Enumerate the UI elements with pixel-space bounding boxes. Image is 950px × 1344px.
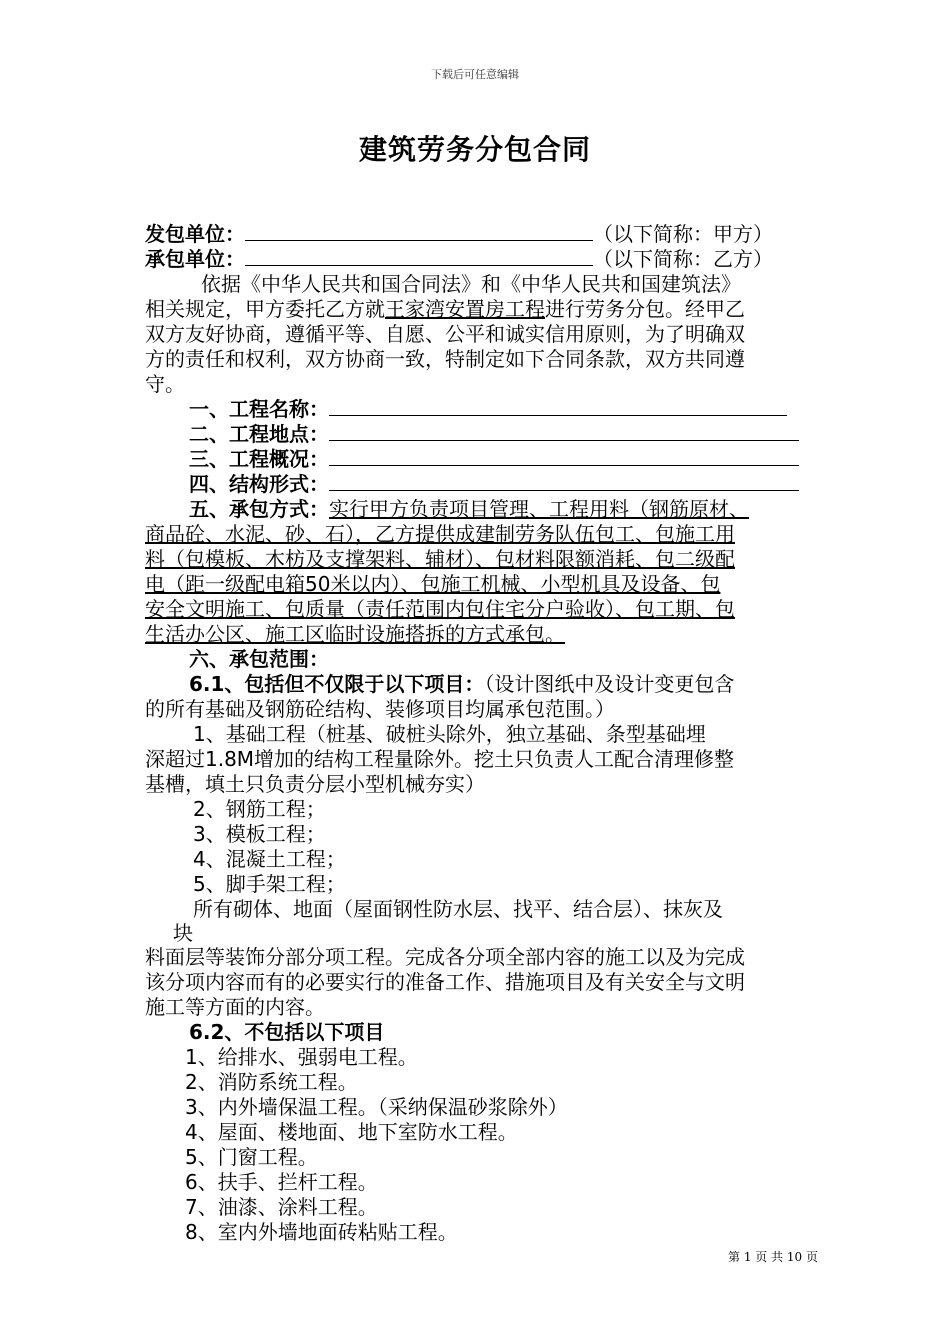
project-location-blank bbox=[329, 422, 799, 441]
scope-item-6-line-5: 施工等方面的内容。 bbox=[145, 995, 325, 1019]
excluded-item: 6、扶手、拦杆工程。 bbox=[185, 1170, 378, 1194]
scope-heading: 六、承包范围： bbox=[189, 647, 329, 671]
item-project-name bbox=[145, 397, 825, 422]
scope-item-2: 2、钢筋工程； bbox=[193, 797, 326, 821]
scope-item-1-line-2: 深超过1.8M增加的结构工程量除外。挖土只负责人工配合清理修整 bbox=[145, 747, 735, 771]
contract-mode-line-5: 安全文明施工、包质量（责任范围内包住宅分户验收）、包工期、包 bbox=[145, 597, 735, 621]
intro-line-5: 守。 bbox=[145, 372, 185, 396]
party-b-blank bbox=[245, 247, 593, 266]
scope-item-1-line-1: 1、基础工程（桩基、破桩头除外，独立基础、条型基础埋 bbox=[193, 722, 706, 746]
item-project-overview bbox=[145, 447, 825, 472]
scope-6-1-line-2: 的所有基础及钢筋砼结构、装修项目均属承包范围。） bbox=[145, 697, 615, 721]
scope-item-6-line-3: 料面层等装饰分部分项工程。完成各分项全部内容的施工以及为完成 bbox=[145, 945, 745, 969]
item-project-location bbox=[145, 422, 825, 447]
item-contract-mode bbox=[145, 497, 825, 522]
item-structure-form bbox=[145, 472, 825, 497]
scope-6-1-label: 6.1、包括但不仅限于以下项目： bbox=[189, 672, 485, 696]
excluded-item: 1、给排水、强弱电工程。 bbox=[185, 1045, 418, 1069]
scope-item-4: 4、混凝土工程； bbox=[193, 847, 346, 871]
scope-6-1 bbox=[145, 672, 825, 697]
party-b-label: 承包单位： bbox=[145, 247, 245, 271]
intro-line-4: 方的责任和权利，双方协商一致，特制定如下合同条款，双方共同遵 bbox=[145, 347, 745, 371]
intro-text: 进行劳务分包。经甲乙 bbox=[545, 297, 745, 321]
scope-6-1-text: （设计图纸中及设计变更包含 bbox=[484, 672, 735, 696]
excluded-item: 5、门窗工程。 bbox=[185, 1145, 318, 1169]
party-a-suffix: （以下简称：甲方） bbox=[593, 222, 773, 246]
project-name-blank bbox=[329, 397, 787, 416]
party-a-blank bbox=[245, 222, 593, 241]
scope-6-2-heading: 6.2、不包括以下项目 bbox=[189, 1020, 385, 1044]
intro-line-1: 依据《中华人民共和国合同法》和《中华人民共和国建筑法》 bbox=[201, 272, 741, 296]
excluded-item: 8、室内外墙地面砖粘贴工程。 bbox=[185, 1220, 458, 1244]
scope-item-3: 3、模板工程； bbox=[193, 822, 326, 846]
item-label: 五、承包方式： bbox=[189, 497, 329, 521]
item-label: 四、结构形式： bbox=[189, 472, 329, 496]
scope-item-6-line-2: 块 bbox=[173, 921, 193, 945]
document-title: 建筑劳务分包合同 bbox=[358, 133, 591, 166]
intro-text: 相关规定，甲方委托乙方就 bbox=[145, 297, 385, 321]
scope-item-6-line-4: 该分项内容而有的必要实行的准备工作、措施项目及有关安全与文明 bbox=[145, 970, 745, 994]
item-label: 三、工程概况： bbox=[189, 447, 329, 471]
excluded-item: 4、屋面、楼地面、地下室防水工程。 bbox=[185, 1120, 518, 1144]
party-b-line bbox=[145, 247, 825, 272]
project-name: 王家湾安置房工程 bbox=[385, 297, 545, 321]
page-number: 第 1 页 共 10 页 bbox=[728, 1250, 818, 1264]
excluded-item: 7、油漆、涂料工程。 bbox=[185, 1195, 378, 1219]
project-overview-blank bbox=[329, 447, 799, 466]
intro-line-2 bbox=[145, 297, 825, 322]
contract-mode-line-4: 电（距一级配电箱50米以内）、包施工机械、小型机具及设备、包 bbox=[145, 572, 721, 596]
header-note: 下载后可任意编辑 bbox=[431, 68, 519, 81]
scope-item-1-line-3: 基槽，填土只负责分层小型机械夯实） bbox=[145, 772, 485, 796]
contract-mode-text: 实行甲方负责项目管理、工程用料（钢筋原材、 bbox=[329, 497, 749, 521]
intro-line-3: 双方友好协商，遵循平等、自愿、公平和诚实信用原则，为了明确双 bbox=[145, 322, 745, 346]
contract-mode-line-3: 料（包模板、木枋及支撑架料、辅材）、包材料限额消耗、包二级配 bbox=[145, 547, 735, 571]
contract-mode-line-6: 生活办公区、施工区临时设施搭拆的方式承包。 bbox=[145, 622, 565, 646]
party-a-line bbox=[145, 222, 825, 247]
contract-mode-line-2: 商品砼、水泥、砂、石），乙方提供成建制劳务队伍包工、包施工用 bbox=[145, 522, 735, 546]
excluded-item: 2、消防系统工程。 bbox=[185, 1070, 358, 1094]
structure-form-blank bbox=[329, 472, 799, 491]
item-label: 二、工程地点： bbox=[189, 422, 329, 446]
excluded-item: 3、内外墙保温工程。（采纳保温砂浆除外） bbox=[185, 1095, 568, 1119]
party-b-suffix: （以下简称：乙方） bbox=[593, 247, 773, 271]
party-a-label: 发包单位： bbox=[145, 222, 245, 246]
scope-item-6-line-1: 所有砌体、地面（屋面钢性防水层、找平、结合层）、抹灰及 bbox=[193, 897, 723, 921]
scope-item-5: 5、脚手架工程； bbox=[193, 872, 346, 896]
item-label: 一、工程名称： bbox=[189, 397, 329, 421]
